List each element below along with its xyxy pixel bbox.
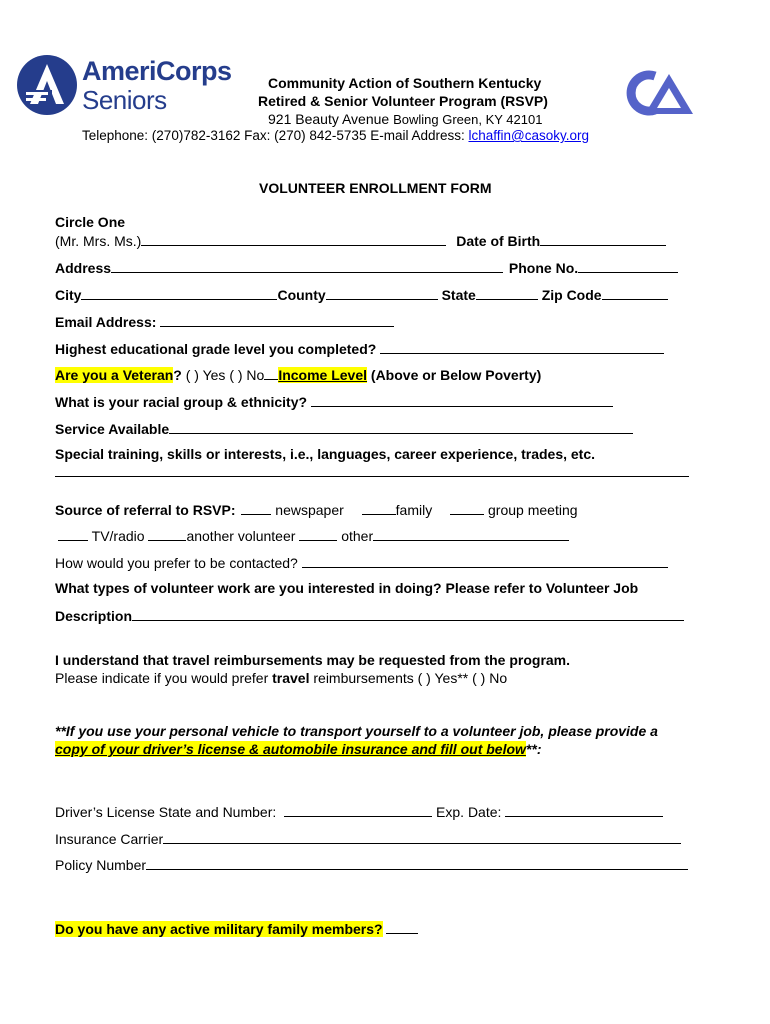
veteran-q: ? — [173, 367, 182, 383]
email-field[interactable] — [160, 313, 394, 327]
county-field[interactable] — [326, 286, 438, 300]
referral-family-blank[interactable] — [362, 501, 396, 515]
special-training-field[interactable] — [55, 476, 689, 477]
income-suffix: (Above or Below Poverty) — [367, 367, 542, 383]
address-label: Address — [55, 260, 112, 276]
state-field[interactable] — [476, 286, 538, 300]
row-referral-2 — [58, 527, 569, 544]
referral-tv-blank[interactable] — [58, 527, 88, 541]
row-license — [55, 803, 663, 820]
referral-group-blank[interactable] — [450, 501, 484, 515]
phone-label: Phone No. — [508, 260, 579, 276]
city-label: City — [55, 287, 82, 303]
referral-label: Source of referral to RSVP: — [55, 502, 236, 518]
row-name — [55, 232, 666, 249]
vehicle-note-line1: **If you use your personal vehicle to transport yourself to a volunteer job, please provide a — [55, 723, 658, 739]
zip-label: Zip Code — [541, 287, 602, 303]
referral-volunteer-blank[interactable] — [148, 527, 186, 541]
row-policy — [55, 856, 688, 873]
vehicle-note-line2 — [55, 741, 541, 757]
referral-group: group meeting — [488, 502, 578, 518]
county-label: County — [277, 287, 326, 303]
vehicle-note-suffix: **: — [525, 741, 542, 757]
exp-date-label: Exp. Date: — [436, 804, 502, 820]
license-field[interactable] — [284, 803, 432, 817]
referral-other-blank[interactable] — [299, 527, 337, 541]
referral-family: family — [395, 502, 433, 518]
insurance-label: Insurance Carrier — [55, 831, 164, 847]
zip-field[interactable] — [602, 286, 668, 300]
org-address — [268, 111, 542, 127]
referral-volunteer: another volunteer — [186, 528, 296, 544]
email-link[interactable]: lchaffin@casoky.org — [468, 128, 589, 143]
program-name: Retired & Senior Volunteer Program (RSVP) — [258, 93, 548, 109]
referral-newspaper-blank[interactable] — [241, 501, 271, 515]
education-field[interactable] — [380, 340, 664, 354]
address-street: 921 Beauty Avenue — [268, 111, 390, 127]
veteran-options[interactable]: ( ) Yes ( ) No — [181, 367, 265, 383]
travel-pref-options[interactable]: reimbursements ( ) Yes** ( ) No — [309, 670, 508, 686]
phone-field[interactable] — [578, 259, 678, 273]
contact-pref-label: How would you prefer to be contacted? — [55, 555, 298, 571]
travel-pref-a: Please indicate if you would prefer — [55, 670, 273, 686]
license-label: Driver’s License State and Number: — [55, 804, 277, 820]
dob-field[interactable] — [540, 232, 666, 246]
vehicle-note-highlight: copy of your driver’s license & automobile insurance and fill out below — [55, 741, 526, 757]
veteran-label: Are you a Veteran — [55, 367, 174, 383]
income-label: Income Level — [278, 367, 368, 383]
salutation-options[interactable]: (Mr. Mrs. Ms.) — [55, 233, 142, 249]
referral-newspaper: newspaper — [275, 502, 344, 518]
description-field[interactable] — [132, 607, 684, 621]
row-veteran — [55, 366, 541, 383]
name-field[interactable] — [141, 232, 446, 246]
policy-field[interactable] — [146, 856, 688, 870]
row-email — [55, 313, 394, 330]
education-label: Highest educational grade level you completed? — [55, 341, 377, 357]
service-field[interactable] — [169, 420, 633, 434]
veteran-blank[interactable] — [264, 366, 278, 380]
address-city: Bowling Green, KY 42101 — [393, 112, 543, 127]
row-referral — [55, 501, 578, 518]
service-label: Service Available — [55, 421, 170, 437]
insurance-field[interactable] — [163, 830, 681, 844]
circle-one-label: Circle One — [55, 214, 126, 230]
exp-date-field[interactable] — [505, 803, 663, 817]
racial-label: What is your racial group & ethnicity? — [55, 394, 308, 410]
address-field[interactable] — [111, 259, 503, 273]
row-description — [55, 607, 684, 624]
row-racial — [55, 393, 613, 410]
row-contact-pref — [55, 554, 668, 571]
policy-label: Policy Number — [55, 857, 147, 873]
racial-field[interactable] — [311, 393, 613, 407]
row-travel-pref — [55, 670, 507, 686]
city-field[interactable] — [81, 286, 277, 300]
contact-line — [82, 128, 589, 143]
travel-pref-b: travel — [272, 670, 310, 686]
volunteer-work-label: What types of volunteer work are you interested in doing? Please refer to Volunteer Job — [55, 580, 639, 596]
americorps-emblem-icon — [16, 54, 78, 116]
referral-other: other — [341, 528, 374, 544]
row-insurance — [55, 830, 681, 847]
email-label: Email Address: — [55, 314, 157, 330]
military-label: Do you have any active military family members? — [55, 921, 383, 937]
row-education — [55, 340, 664, 357]
form-title: VOLUNTEER ENROLLMENT FORM — [259, 180, 492, 196]
referral-other-field[interactable] — [373, 527, 569, 541]
ca-logo-icon — [625, 68, 697, 118]
special-training-label: Special training, skills or interests, i.e., languages, career experience, trades, etc. — [55, 446, 596, 462]
referral-tv: TV/radio — [91, 528, 145, 544]
logo-text-seniors: Seniors — [82, 85, 167, 115]
logo-text-americorps: AmeriCorps — [82, 56, 232, 86]
description-label: Description — [55, 608, 133, 624]
state-label: State — [441, 287, 476, 303]
military-field[interactable] — [386, 920, 418, 934]
dob-label: Date of Birth — [456, 233, 541, 249]
contact-pref-field[interactable] — [302, 554, 668, 568]
row-address — [55, 259, 678, 276]
travel-understand: I understand that travel reimbursements may be requested from the program. — [55, 652, 571, 668]
americorps-logo — [16, 54, 232, 116]
row-military — [55, 920, 418, 937]
contact-text: Telephone: (270)782-3162 Fax: (270) 842-5735 E-mail Address: — [82, 128, 469, 143]
org-name: Community Action of Southern Kentucky — [268, 75, 542, 91]
row-city — [55, 286, 668, 303]
row-service — [55, 420, 633, 437]
